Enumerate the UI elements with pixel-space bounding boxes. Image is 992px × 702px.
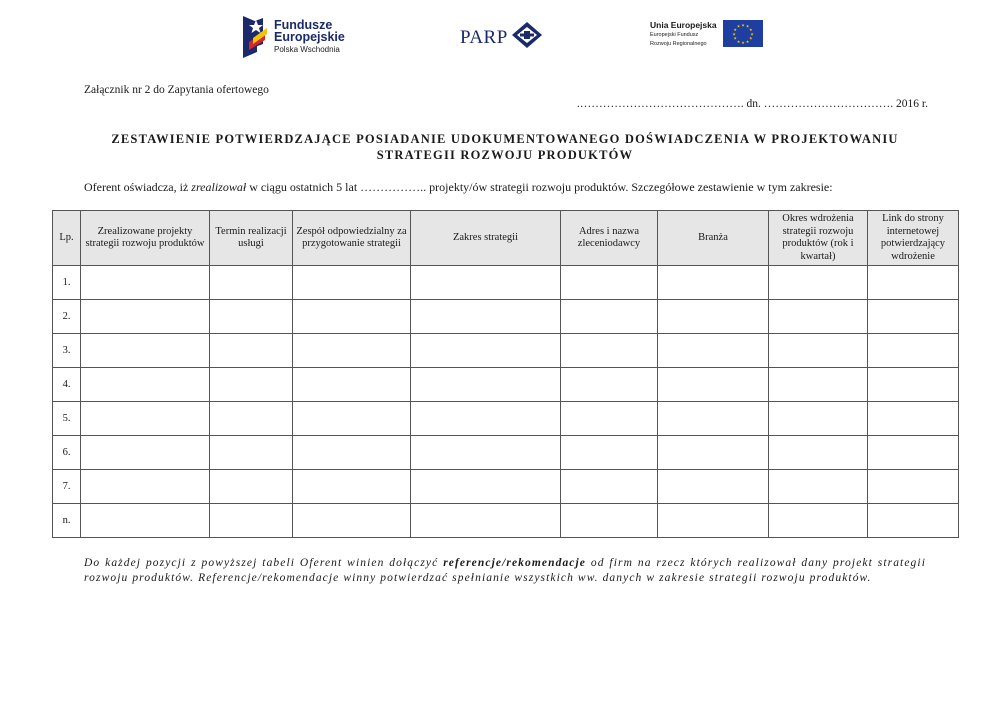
cell-team[interactable] (293, 300, 411, 334)
cell-industry[interactable] (658, 334, 769, 368)
col-header-industry: Branża (658, 211, 769, 266)
cell-link[interactable] (868, 470, 959, 504)
cell-term[interactable] (210, 504, 293, 538)
cell-projects[interactable] (81, 470, 210, 504)
col-header-website-link: Link do strony internetowej potwierdzający wdrożenie (868, 211, 959, 266)
cell-term[interactable] (210, 470, 293, 504)
svg-text:★: ★ (733, 35, 737, 41)
cell-scope[interactable] (411, 334, 561, 368)
svg-text:★: ★ (731, 31, 736, 37)
cell-team[interactable] (293, 334, 411, 368)
date-line: .……………………………………. dn. ……………………………. 2016 r. (576, 98, 928, 110)
table-row (53, 266, 959, 300)
eu-logo-line2: Europejski Fundusz (650, 32, 699, 38)
cell-team[interactable] (293, 266, 411, 300)
parp-logo-word: PARP (460, 26, 508, 48)
table-row (53, 402, 959, 436)
svg-text:★: ★ (748, 27, 753, 32)
cell-scope[interactable] (411, 470, 561, 504)
intro-part1: Oferent oświadcza, iż (84, 180, 192, 194)
cell-projects[interactable] (81, 266, 210, 300)
cell-industry[interactable] (658, 504, 769, 538)
parp-logo (460, 22, 542, 53)
intro-statement (84, 180, 833, 195)
cell-team[interactable] (293, 436, 411, 470)
svg-text:★: ★ (745, 38, 749, 44)
svg-text:★: ★ (733, 27, 737, 32)
row-number: n. (53, 504, 81, 538)
footnote-bold: referencje/rekomendacje (443, 557, 587, 569)
footnote (84, 556, 926, 586)
cell-term[interactable] (210, 300, 293, 334)
eu-logo (650, 20, 763, 47)
cell-client[interactable] (561, 266, 658, 300)
cell-link[interactable] (868, 504, 959, 538)
cell-link[interactable] (868, 300, 959, 334)
page-title-line2: STRATEGII ROZWOJU PRODUKTÓW (376, 148, 634, 162)
experience-table (52, 210, 959, 538)
row-number: 6. (53, 436, 81, 470)
cell-link[interactable] (868, 334, 959, 368)
fe-logo-line1: Fundusze (274, 17, 333, 32)
eu-logo-line1: Unia Europejska (650, 20, 717, 30)
svg-text:★: ★ (749, 31, 754, 37)
cell-scope[interactable] (411, 402, 561, 436)
cell-industry[interactable] (658, 300, 769, 334)
cell-projects[interactable] (81, 300, 210, 334)
cell-projects[interactable] (81, 334, 210, 368)
table-row (53, 300, 959, 334)
cell-period[interactable] (769, 402, 868, 436)
cell-scope[interactable] (411, 504, 561, 538)
svg-text:★: ★ (736, 38, 740, 44)
cell-industry[interactable] (658, 470, 769, 504)
intro-italic: zrealizował (191, 180, 247, 194)
table-row (53, 470, 959, 504)
cell-projects[interactable] (81, 436, 210, 470)
footnote-part1: Do każdej pozycji z powyższej tabeli Oferent winien dołączyć (84, 557, 444, 569)
cell-period[interactable] (769, 368, 868, 402)
row-number: 1. (53, 266, 81, 300)
cell-period[interactable] (769, 470, 868, 504)
fe-logo-line2: Europejskie (274, 30, 345, 44)
cell-term[interactable] (210, 436, 293, 470)
col-header-projects: Zrealizowane projekty strategii rozwoju produktów (81, 211, 210, 266)
cell-client[interactable] (561, 436, 658, 470)
table-header-row (53, 211, 959, 266)
cell-link[interactable] (868, 402, 959, 436)
eu-flag-icon (723, 20, 763, 47)
svg-text:★: ★ (740, 22, 745, 28)
logo-header (0, 12, 992, 62)
cell-period[interactable] (769, 300, 868, 334)
row-number: 2. (53, 300, 81, 334)
cell-client[interactable] (561, 402, 658, 436)
cell-period[interactable] (769, 504, 868, 538)
page-title-line1: ZESTAWIENIE POTWIERDZAJĄCE POSIADANIE UDOKUMENTOWANEGO DOŚWIADCZENIA W PROJEKTOWANIU (111, 132, 899, 146)
cell-client[interactable] (561, 300, 658, 334)
page-title (60, 131, 950, 163)
annex-label: Załącznik nr 2 do Zapytania ofertowego (84, 84, 269, 96)
row-number: 7. (53, 470, 81, 504)
cell-projects[interactable] (81, 504, 210, 538)
cell-team[interactable] (293, 470, 411, 504)
fe-logo-line3: Polska Wschodnia (274, 44, 340, 54)
cell-period[interactable] (769, 266, 868, 300)
row-number: 4. (53, 368, 81, 402)
row-number: 3. (53, 334, 81, 368)
cell-term[interactable] (210, 266, 293, 300)
parp-emblem-icon (512, 22, 542, 53)
svg-text:★: ★ (736, 23, 740, 29)
cell-industry[interactable] (658, 436, 769, 470)
table-row (53, 504, 959, 538)
col-header-client: Adres i nazwa zleceniodawcy (561, 211, 658, 266)
col-header-team: Zespół odpowiedzialny za przygotowanie strategii (293, 211, 411, 266)
cell-link[interactable] (868, 368, 959, 402)
svg-text:★: ★ (740, 40, 745, 46)
cell-term[interactable] (210, 368, 293, 402)
col-header-scope: Zakres strategii (411, 211, 561, 266)
cell-projects[interactable] (81, 368, 210, 402)
cell-period[interactable] (769, 436, 868, 470)
cell-team[interactable] (293, 368, 411, 402)
cell-term[interactable] (210, 402, 293, 436)
cell-industry[interactable] (658, 266, 769, 300)
cell-team[interactable] (293, 402, 411, 436)
cell-scope[interactable] (411, 368, 561, 402)
svg-text:★: ★ (745, 23, 749, 29)
cell-period[interactable] (769, 334, 868, 368)
cell-link[interactable] (868, 436, 959, 470)
table-row (53, 368, 959, 402)
cell-client[interactable] (561, 368, 658, 402)
cell-scope[interactable] (411, 300, 561, 334)
cell-scope[interactable] (411, 436, 561, 470)
cell-link[interactable] (868, 266, 959, 300)
cell-scope[interactable] (411, 266, 561, 300)
table-row (53, 334, 959, 368)
table-row (53, 436, 959, 470)
col-header-lp: Lp. (53, 211, 81, 266)
eu-logo-line3: Rozwoju Regionalnego (650, 40, 707, 47)
svg-text:★: ★ (748, 35, 753, 41)
cell-team[interactable] (293, 504, 411, 538)
cell-client[interactable] (561, 470, 658, 504)
intro-part2: w ciągu ostatnich 5 lat …………….. projekty/ów strategii rozwoju produktów. Szczegółowe zestawienie w tym zakresie: (246, 180, 833, 194)
cell-client[interactable] (561, 504, 658, 538)
row-number: 5. (53, 402, 81, 436)
fundusze-europejskie-emblem-icon (243, 14, 269, 58)
col-header-implementation-period: Okres wdrożenia strategii rozwoju produktów (rok i kwartał) (769, 211, 868, 266)
cell-industry[interactable] (658, 402, 769, 436)
cell-term[interactable] (210, 334, 293, 368)
cell-client[interactable] (561, 334, 658, 368)
cell-industry[interactable] (658, 368, 769, 402)
cell-projects[interactable] (81, 402, 210, 436)
col-header-term: Termin realizacji usługi (210, 211, 293, 266)
fundusze-europejskie-logo (243, 14, 345, 58)
footnote-part2: od firm na rzecz których realizował dany projekt strategii rozwoju produktów. Referencje/rekomendacje winny potwierdzać spełnianie wszystkich ww. danych w zakresie strategii rozwoju produktów. (84, 557, 926, 584)
